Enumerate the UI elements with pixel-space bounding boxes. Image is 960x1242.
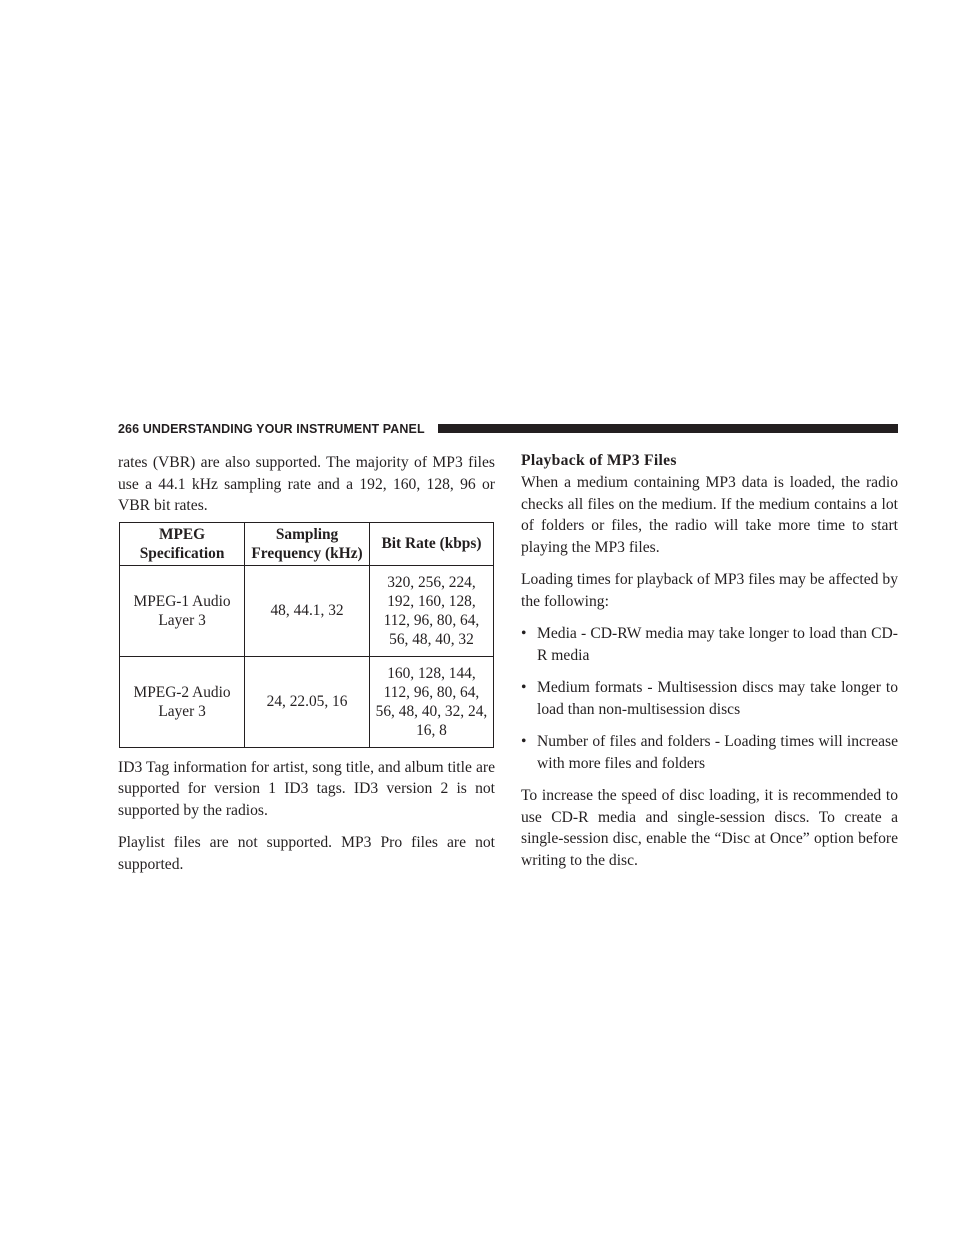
page-header: [118, 421, 898, 437]
table-header-cell: Sampling Frequency (kHz): [245, 522, 370, 565]
bullet-icon: •: [521, 733, 527, 750]
list-item-text: Number of files and folders - Loading times will increase with more files and folders: [537, 733, 898, 772]
table-cell: 24, 22.05, 16: [245, 656, 370, 747]
right-column: [521, 452, 898, 882]
table-row: [120, 565, 494, 656]
table-header-row: [120, 522, 494, 565]
recommendation-paragraph: To increase the speed of disc loading, it is recommended to use CD-R media and single-session discs. To create a single-session disc, enable the “Disc at Once” option before writing to the disc.: [521, 787, 898, 869]
header-rule: [438, 424, 898, 433]
table-header-cell: Bit Rate (kbps): [369, 522, 493, 565]
page-header-label: 266 UNDERSTANDING YOUR INSTRUMENT PANEL: [118, 422, 425, 436]
bullet-icon: •: [521, 625, 527, 642]
list-item-text: Medium formats - Multisession discs may take longer to load than non-multisession discs: [537, 679, 898, 718]
playlist-paragraph: Playlist files are not supported. MP3 Pro files are not supported.: [118, 834, 495, 873]
list-item: [521, 731, 898, 774]
loading-paragraph: When a medium containing MP3 data is loaded, the radio checks all files on the medium. If the medium contains a lot of folders or files, the radio will take more time to start playing the MP3 files.: [521, 474, 898, 556]
table-header-cell: MPEG Specification: [120, 522, 245, 565]
table-row: [120, 656, 494, 747]
left-column: [118, 452, 495, 886]
list-item-text: Media - CD-RW media may take longer to load than CD-R media: [537, 625, 898, 664]
table-cell: 160, 128, 144, 112, 96, 80, 64, 56, 48, 40, 32, 24, 16, 8: [369, 656, 493, 747]
mp3-spec-table: [119, 522, 494, 748]
bullet-icon: •: [521, 679, 527, 696]
table-cell: 320, 256, 224, 192, 160, 128, 112, 96, 80, 64, 56, 48, 40, 32: [369, 565, 493, 656]
section-heading: Playback of MP3 Files: [521, 452, 677, 469]
table-cell: MPEG-2 Audio Layer 3: [120, 656, 245, 747]
list-item: [521, 623, 898, 666]
id3-paragraph: ID3 Tag information for artist, song title, and album title are supported for version 1 ID3 tags. ID3 version 2 is not supported by the radios.: [118, 758, 495, 819]
table-cell: MPEG-1 Audio Layer 3: [120, 565, 245, 656]
intro-paragraph: rates (VBR) are also supported. The majority of MP3 files use a 44.1 kHz sampling rate and a 192, 160, 128, 96 or VBR bit rates.: [118, 454, 495, 514]
loading-times-paragraph: Loading times for playback of MP3 files may be affected by the following:: [521, 571, 898, 610]
list-item: [521, 677, 898, 720]
table-cell: 48, 44.1, 32: [245, 565, 370, 656]
loading-factors-list: [521, 623, 898, 774]
